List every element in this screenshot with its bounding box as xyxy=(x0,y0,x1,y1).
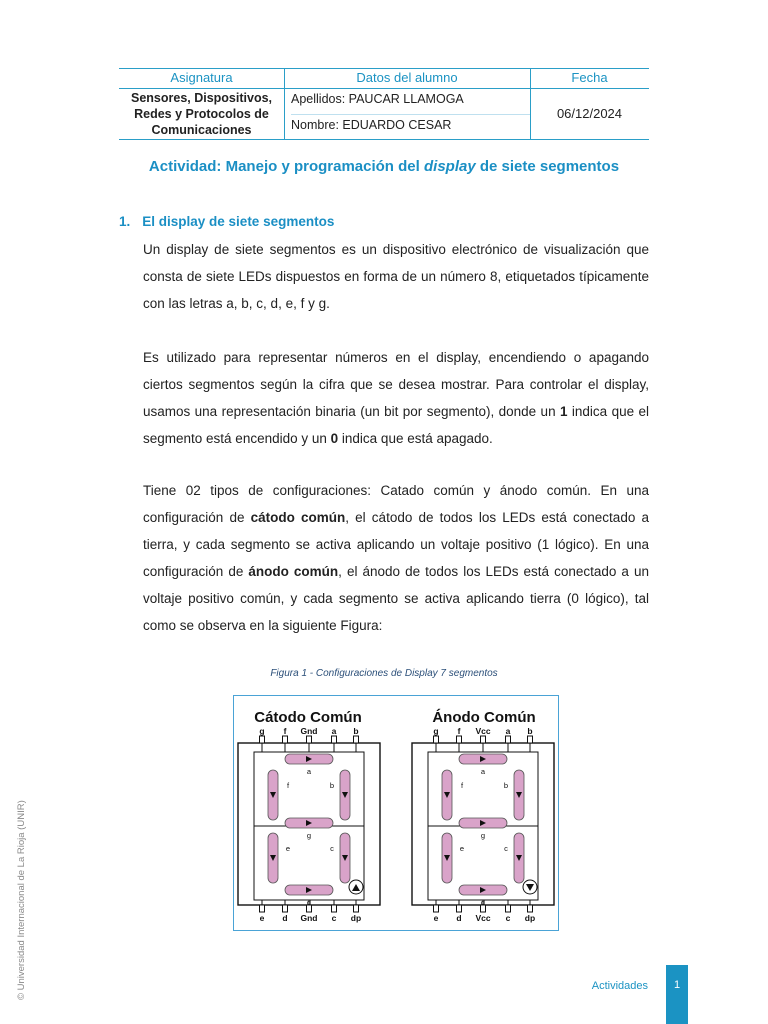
header-table xyxy=(119,68,649,140)
bottom-pin-label: e xyxy=(433,913,439,923)
top-pin-label: f xyxy=(457,726,461,736)
bottom-pin-label: e xyxy=(259,913,265,923)
bottom-pin xyxy=(260,905,265,912)
segment-label: d xyxy=(306,898,312,907)
segment-label: b xyxy=(329,781,335,790)
bottom-pin xyxy=(283,905,288,912)
paragraph-3: Tiene 02 tipos de configuraciones: Catado común y ánodo común. En una configuración de cátodo común, el cátodo de todos los LEDs está conectado a tierra, y cada segmento se activa aplicando un voltaje positivo (1 lógico). En una configuración de ánodo común, el ánodo de todos los LEDs está conectado a un voltaje positivo común, y cada segmento se activa aplicando tierra (0 lógico), tal como se observa en la siguiente Figura: xyxy=(143,483,649,633)
segment-label: e xyxy=(459,844,465,853)
copyright-sidebar: © Universidad Internacional de La Rioja (UNIR) xyxy=(16,800,27,1000)
bottom-pin xyxy=(332,905,337,912)
header-col-date: Fecha xyxy=(571,70,608,85)
top-pin xyxy=(332,736,337,743)
anode-panel xyxy=(412,726,554,923)
bottom-pin xyxy=(506,905,511,912)
top-pin-label: Gnd xyxy=(300,726,318,736)
top-pin-label: g xyxy=(433,726,439,736)
segment-label: g xyxy=(306,831,312,840)
segment-label: c xyxy=(504,844,508,853)
bottom-pin xyxy=(528,905,533,912)
top-pin xyxy=(434,736,439,743)
bottom-pin-label: Gnd xyxy=(300,913,318,923)
top-pin xyxy=(481,736,486,743)
footer-label: Actividades xyxy=(591,980,648,992)
top-pin-label: a xyxy=(505,726,511,736)
bottom-pin-label: c xyxy=(505,913,511,923)
top-pin xyxy=(307,736,312,743)
segment-label: f xyxy=(460,781,464,790)
top-pin-label: b xyxy=(353,726,359,736)
anode-title: Ánodo Común xyxy=(432,709,536,726)
section-heading: 1. El display de siete segmentos xyxy=(119,214,335,229)
segment-label: d xyxy=(480,898,486,907)
segment-label: f xyxy=(286,781,290,790)
top-pin-label: Vcc xyxy=(475,726,491,736)
page-number: 1 xyxy=(673,979,681,991)
segment-label: a xyxy=(480,767,486,776)
top-pin-label: b xyxy=(527,726,533,736)
student-name: Nombre: EDUARDO CESAR xyxy=(291,118,452,132)
top-pin xyxy=(283,736,288,743)
bottom-pin xyxy=(354,905,359,912)
segment-label: b xyxy=(503,781,509,790)
figure-caption: Figura 1 - Configuraciones de Display 7 segmentos xyxy=(270,668,498,679)
seven-segment-diagram xyxy=(234,696,558,930)
segment-label: c xyxy=(330,844,334,853)
top-pin xyxy=(506,736,511,743)
top-pin-label: g xyxy=(259,726,265,736)
bottom-pin-label: c xyxy=(331,913,337,923)
bottom-pin xyxy=(434,905,439,912)
paragraph-1: Un display de siete segmentos es un dispositivo electrónico de visualización que consta de siete LEDs dispuestos en forma de un número 8, etiquetados típicamente con las letras a, b, c, d, e, f y g. xyxy=(143,242,649,311)
top-pin xyxy=(528,736,533,743)
page-number-box xyxy=(666,965,688,1024)
segment-label: g xyxy=(480,831,486,840)
date-value: 06/12/2024 xyxy=(556,106,623,121)
top-pin-label: a xyxy=(331,726,337,736)
paragraph-2: Es utilizado para representar números en el display, encendiendo o apagando ciertos segmentos según la cifra que se desea mostrar. Para controlar el display, usamos una representación binaria (un bit por segmento), donde un 1 indica que el segmento está encendido y un 0 indica que está apagado. xyxy=(143,350,649,446)
top-pin xyxy=(260,736,265,743)
student-surname: Apellidos: PAUCAR LLAMOGA xyxy=(291,92,464,106)
bottom-pin-label: dp xyxy=(524,913,536,923)
cathode-panel xyxy=(238,726,380,923)
top-pin xyxy=(457,736,462,743)
segment-label: a xyxy=(306,767,312,776)
bottom-pin-label: d xyxy=(282,913,288,923)
bottom-pin-label: Vcc xyxy=(475,913,491,923)
header-col-subject: Asignatura xyxy=(170,70,233,85)
page-title: Actividad: Manejo y programación del display de siete segmentos xyxy=(148,158,620,175)
bottom-pin-label: dp xyxy=(350,913,362,923)
segment-label: e xyxy=(285,844,291,853)
header-col-student: Datos del alumno xyxy=(356,70,458,85)
bottom-pin-label: d xyxy=(456,913,462,923)
course-name: Sensores, Dispositivos, Redes y Protocolos de Comunicaciones xyxy=(130,91,273,137)
bottom-pin xyxy=(457,905,462,912)
top-pin-label: f xyxy=(283,726,287,736)
seven-segment-figure xyxy=(233,695,559,931)
cathode-title: Cátodo Común xyxy=(254,709,362,726)
top-pin xyxy=(354,736,359,743)
